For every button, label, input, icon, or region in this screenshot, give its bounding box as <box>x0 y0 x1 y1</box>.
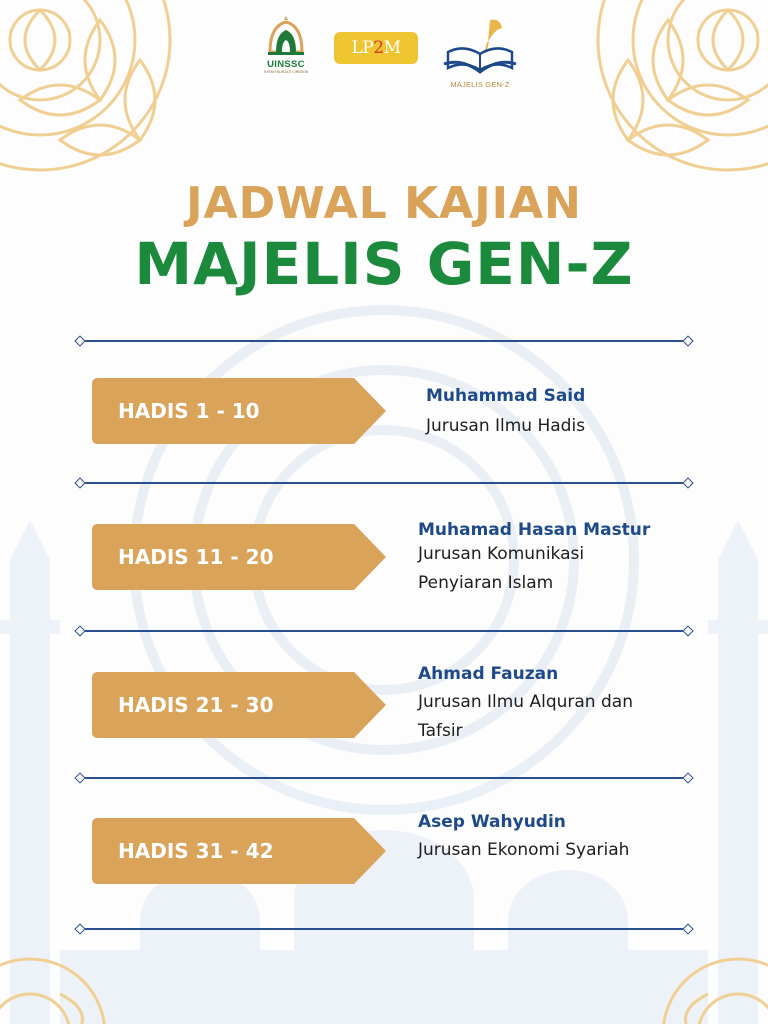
mandala-ornament-icon <box>0 954 140 1024</box>
uinssc-logo <box>252 12 320 88</box>
majelis-gen-z-label: MAJELIS GEN-Z <box>450 80 510 89</box>
schedule-tag <box>92 524 386 590</box>
speaker-name: Asep Wahyudin <box>418 812 566 832</box>
uinssc-name: UINSSC <box>267 59 305 70</box>
speaker-info <box>418 664 708 746</box>
speaker-info <box>418 520 708 598</box>
speaker-name: Muhamad Hasan Mastur <box>418 520 651 540</box>
schedule-tag-label: HADIS 21 - 30 <box>118 693 274 717</box>
speaker-name: Ahmad Fauzan <box>418 664 559 684</box>
title-line-2: MAJELIS GEN-Z <box>134 230 634 298</box>
mandala-ornament-icon <box>628 954 768 1024</box>
speaker-name: Muhammad Said <box>426 386 586 406</box>
schedule-tag-label: HADIS 11 - 20 <box>118 545 274 569</box>
speaker-info <box>418 812 708 865</box>
schedule-tag <box>92 378 386 444</box>
speaker-department: Jurusan Komunikasi <box>418 544 585 564</box>
speaker-department: Tafsir <box>418 721 463 741</box>
speaker-department: Jurusan Ekonomi Syariah <box>418 840 630 860</box>
schedule-tag-label: HADIS 31 - 42 <box>118 839 274 863</box>
title-line-1: JADWAL KAJIAN <box>186 178 582 229</box>
lp2m-logo: LP2M <box>334 32 418 64</box>
divider <box>78 478 690 488</box>
schedule-tag <box>92 818 386 884</box>
speaker-department: Penyiaran Islam <box>418 573 554 593</box>
divider <box>78 626 690 636</box>
speaker-info <box>426 386 716 441</box>
divider <box>78 773 690 783</box>
logo-bar <box>0 12 768 92</box>
speaker-department: Jurusan Ilmu Alquran dan <box>418 692 633 712</box>
divider <box>78 924 690 934</box>
schedule-tag-label: HADIS 1 - 10 <box>118 399 260 423</box>
open-book-quill-logo-icon <box>442 16 518 78</box>
mosque-dome-logo-icon <box>264 12 308 58</box>
uinssc-subtitle: SYEKH NURJATI CIREBON <box>263 70 309 74</box>
divider <box>78 336 690 346</box>
majelis-gen-z-logo <box>440 16 520 92</box>
speaker-department: Jurusan Ilmu Hadis <box>426 416 586 436</box>
schedule-tag <box>92 672 386 738</box>
